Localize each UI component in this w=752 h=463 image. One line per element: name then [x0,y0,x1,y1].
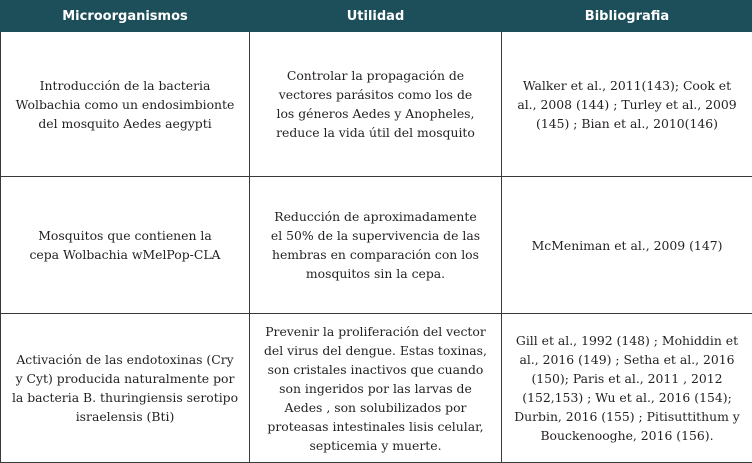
cell-utilidad [250,314,502,463]
table-header-row [1,1,752,32]
cell-microorganismo [1,32,250,177]
cell-text: Introducción de la bacteria Wolbachia como un endosimbionte del mosquito Aedes aegypti [11,76,239,133]
table-row [1,314,752,463]
cell-microorganismo [1,314,250,463]
header-bibliografia: Bibliografia [502,1,752,32]
cell-text: Reducción de aproximadamente el 50% de la supervivencia de las hembras en comparación con los mosquitos sin la cepa. [262,207,489,283]
cell-text: McMeniman et al., 2009 (147) [512,236,742,255]
cell-bibliografia [502,314,752,463]
cell-microorganismo [1,177,250,314]
cell-text: Walker et al., 2011(143); Cook et al., 2008 (144) ; Turley et al., 2009 (145) ; Bian et al., 2010(146) [512,76,742,133]
cell-bibliografia [502,177,752,314]
cell-text: Controlar la propagación de vectores parásitos como los de los géneros Aedes y Anopheles, reduce la vida útil del mosquito [262,66,489,142]
cell-utilidad [250,32,502,177]
header-microorganismos: Microorganismos [1,1,250,32]
cell-text: Prevenir la proliferación del vector del virus del dengue. Estas toxinas, son cristales inactivos que cuando son ingeridos por las larvas de Aedes , son solubilizados por proteasas intestinales lisis celular, septicemia y muerte. [262,322,489,455]
header-utilidad: Utilidad [250,1,502,32]
cell-text: Mosquitos que contienen la cepa Wolbachia wMelPop-CLA [11,226,239,264]
table-row [1,32,752,177]
cell-bibliografia [502,32,752,177]
cell-text: Activación de las endotoxinas (Cry y Cyt) producida naturalmente por la bacteria B. thuringiensis serotipo israelensis (Bti) [11,350,239,426]
cell-utilidad [250,177,502,314]
cell-text: Gill et al., 1992 (148) ; Mohiddin et al., 2016 (149) ; Setha et al., 2016 (150); Paris et al., 2011 , 2012 (152,153) ; Wu et al., 2016 (154); Durbin, 2016 (155) ; Pitisuttithum y Bouckenooghe, 2016 (156). [512,331,742,445]
table-row [1,177,752,314]
